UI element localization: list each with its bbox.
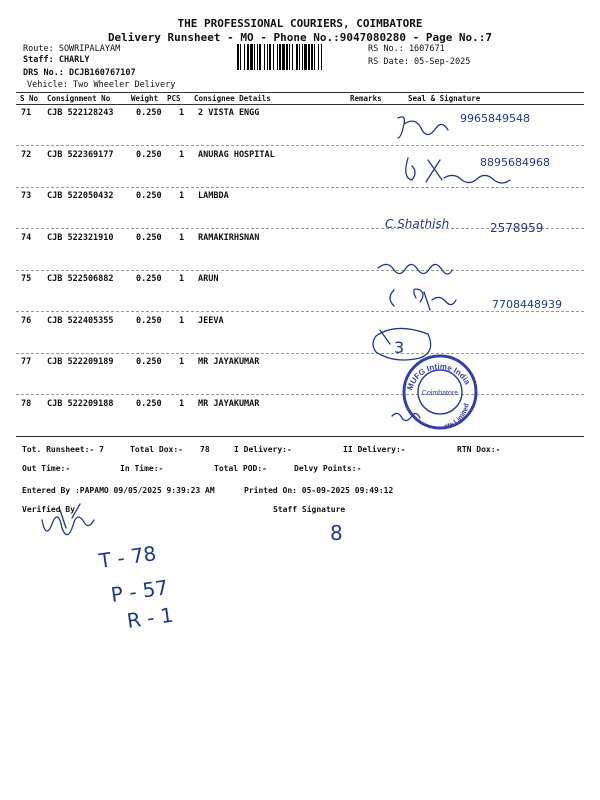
hw-name-73: C.Shathish — [385, 217, 450, 231]
printed-on: Printed On: 05-09-2025 09:49:12 — [244, 486, 394, 495]
row-weight: 0.250 — [136, 149, 162, 160]
total-pod: Total POD:- — [214, 464, 267, 473]
out-time: Out Time:- — [22, 464, 71, 473]
row-pcs: 1 — [179, 108, 185, 118]
row-weight: 0.250 — [136, 191, 162, 201]
row-sno: 75 — [21, 274, 32, 284]
row-weight: 0.250 — [136, 274, 162, 284]
signature-row-74 — [378, 264, 452, 274]
total-dox-value: 78 — [200, 445, 210, 454]
drs-number: DRS No.: DCJB160767107 — [23, 68, 136, 78]
row-consignee: MR JAYAKUMAR — [198, 357, 260, 367]
verified-signature — [42, 504, 94, 535]
row-consignee: ARUN — [198, 274, 219, 284]
row-consignment: CJB 522369177 — [47, 149, 114, 160]
row-consignee: 2 VISTA ENGG — [198, 108, 260, 118]
row-consignment: CJB 522321910 — [47, 232, 114, 243]
ii-delivery: II Delivery:- — [343, 445, 406, 454]
col-consignment: Consignment No — [47, 94, 111, 103]
row-sno: 72 — [21, 149, 32, 160]
row-pcs: 1 — [179, 191, 185, 201]
hw-tally-return: R - 1 — [125, 602, 175, 633]
row-consignee: JEEVA — [198, 315, 224, 326]
vehicle-label: Vehicle: Two Wheeler Delivery — [27, 80, 176, 90]
staff-label: Staff: CHARLY — [23, 55, 90, 65]
col-pcs: PCS — [167, 94, 181, 103]
col-remarks: Remarks — [350, 94, 382, 103]
row-sno: 78 — [21, 398, 32, 409]
total-dox-label: Total Dox:- — [130, 445, 183, 454]
i-delivery: I Delivery:- — [234, 445, 292, 454]
staff-signature-label: Staff Signature — [273, 505, 346, 514]
in-time: In Time:- — [120, 464, 164, 473]
signature-row-71 — [398, 117, 448, 138]
row-pcs: 1 — [179, 398, 185, 409]
row-consignment: CJB 522050432 — [47, 191, 114, 201]
row-sno: 74 — [21, 232, 32, 243]
company-seal — [404, 356, 476, 431]
row-sno: 73 — [21, 191, 32, 201]
col-sno: S No — [20, 94, 39, 103]
row-pcs: 1 — [179, 274, 185, 284]
tot-runsheet: Tot. Runsheet:- 7 — [22, 445, 104, 454]
col-weight: Weight — [131, 94, 159, 103]
hw-staff-mark: 8 — [330, 521, 343, 545]
hw-phone-75: 7708448939 — [492, 298, 562, 311]
rtn-dox: RTN Dox:- — [457, 445, 501, 454]
row-weight: 0.250 — [136, 232, 162, 243]
seal-inner-text: Coimbatore — [421, 390, 459, 397]
row-pcs: 1 — [179, 232, 185, 243]
signature-row-75 — [390, 289, 456, 310]
row-sno: 71 — [21, 108, 32, 118]
seal-tail-text: ate Limited — [443, 402, 471, 431]
row-weight: 0.250 — [136, 315, 162, 326]
row-consignment: CJB 522209188 — [47, 398, 114, 409]
row-weight: 0.250 — [136, 108, 162, 118]
hw-number-73: 2578959 — [490, 221, 544, 235]
row-pcs: 1 — [179, 315, 185, 326]
row-consignment: CJB 522506882 — [47, 274, 114, 284]
runsheet-subtitle: Delivery Runsheet - MO - Phone No.:9047080280 - Page No.:7 — [107, 31, 493, 44]
row-sno: 77 — [21, 357, 32, 367]
col-consignee: Consignee Details — [194, 94, 271, 103]
entered-by: Entered By :PAPAMO 09/05/2025 9:39:23 AM — [22, 486, 215, 495]
col-seal-signature: Seal & Signature — [408, 94, 481, 103]
seal-outer-text: MUFG Intime India — [405, 361, 473, 392]
row-consignment: CJB 522405355 — [47, 315, 114, 326]
hw-tally-total: T - 78 — [97, 541, 158, 573]
verified-by-label: Verified By — [22, 505, 75, 514]
row-weight: 0.250 — [136, 357, 162, 367]
row-sno: 76 — [21, 315, 32, 326]
row-consignment: CJB 522128243 — [47, 108, 114, 118]
company-title: THE PROFESSIONAL COURIERS, COIMBATORE — [177, 17, 423, 30]
hw-phone-72: 8895684968 — [480, 156, 550, 169]
rs-date: RS Date: 05-Sep-2025 — [368, 57, 471, 67]
row-consignee: RAMAKIRHSNAN — [198, 232, 260, 243]
row-consignee: LAMBDA — [198, 191, 229, 201]
row-pcs: 1 — [179, 149, 185, 160]
route-label: Route: SOWRIPALAYAM — [23, 44, 121, 54]
row-pcs: 1 — [179, 357, 185, 367]
row-consignee: ANURAG HOSPITAL — [198, 149, 275, 160]
hw-phone-71: 9965849548 — [460, 112, 530, 125]
rs-number: RS No.: 1607671 — [368, 44, 445, 54]
row-consignment: CJB 522209189 — [47, 357, 114, 367]
row-weight: 0.250 — [136, 398, 162, 409]
hw-tally-pod: P - 57 — [109, 575, 170, 607]
delvy-points: Delvy Points:- — [294, 464, 362, 473]
hw-box-number: 3 — [394, 338, 405, 357]
row-consignee: MR JAYAKUMAR — [198, 398, 260, 409]
